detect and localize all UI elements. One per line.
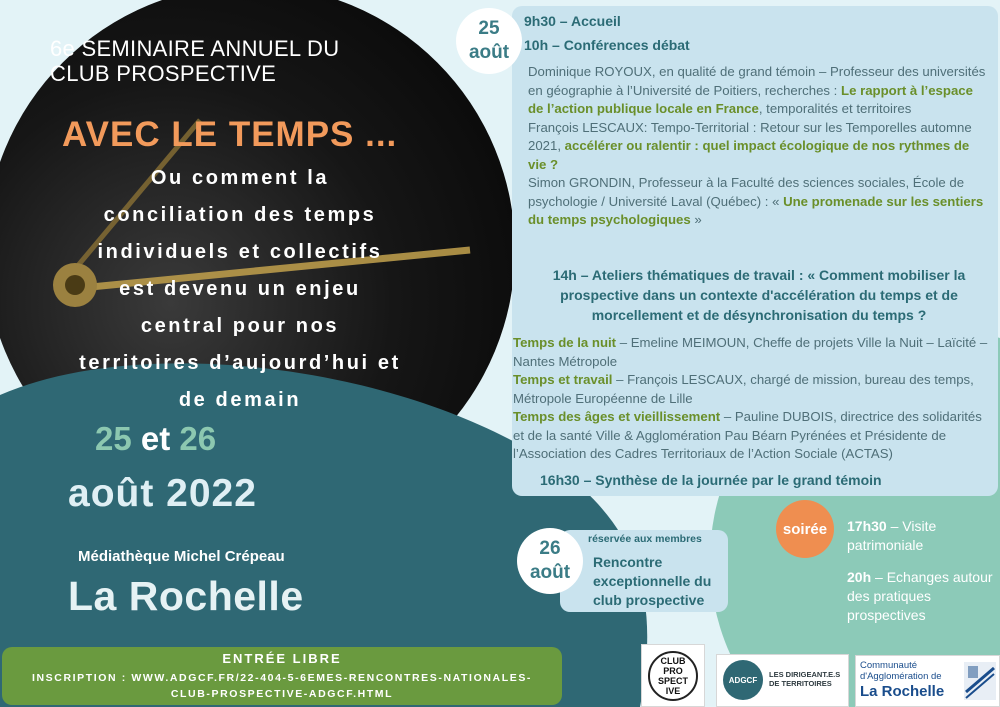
subtitle-block (30, 160, 450, 419)
page-title: AVEC LE TEMPS ... (62, 115, 398, 154)
club-prospective-logo: CLUB PRO SPECT IVE (641, 644, 705, 707)
ateliers-list (513, 334, 996, 464)
cda-line-2: d'Agglomération de (860, 671, 942, 682)
cda-line-1: Communauté (860, 660, 918, 671)
date-day-1: 25 (95, 420, 132, 457)
ateliers-title: 14h – Ateliers thématiques de travail : « Comment mobiliser la prospective dans un contexte d'accélération du temps et de morcellement et de désynchronisation du temps ? (552, 267, 966, 323)
adgcf-name: LES DIRIGEANT.E.S DE TERRITOIRES (769, 670, 841, 688)
members-only-note: réservée aux membres (588, 533, 702, 545)
venue-city: La Rochelle (68, 573, 304, 619)
soiree-item-1: 17h30 – Visite patrimoniale (847, 518, 937, 553)
date-day-2: 26 (179, 420, 217, 457)
day1-day: 25 (478, 18, 500, 39)
subtitle-line: de demain (178, 389, 302, 411)
day2-date-badge (517, 528, 583, 594)
speaker-entry: Simon GRONDIN, Professeur à la Faculté des sciences sociales, École de psychologie / Université Laval (Québec) : « Une promenade sur les sentiers du temps psychologiques » (528, 175, 984, 227)
cda-line-3: La Rochelle (860, 683, 945, 700)
atelier-entry: Temps et travail – François LESCAUX, chargé de mission, bureau des temps, Métropole Européenne de Lille (513, 372, 974, 406)
day1-month: août (468, 42, 510, 63)
cda-la-rochelle-logo (855, 655, 1000, 707)
event-month-year: août 2022 (68, 472, 257, 515)
event-series-title (50, 36, 339, 86)
adgcf-logo (716, 654, 849, 707)
registration-link[interactable]: INSCRIPTION : WWW.ADGCF.FR/22-404-5-6EMES-RENCONTRES-NATIONALES-CLUB-PROSPECTIVE-ADGCF.HTML (31, 672, 533, 700)
atelier-entry: Temps des âges et vieillissement – Pauline DUBOIS, directrice des solidarités et de la santé Ville & Agglomération Pau Béarn Pyrénées et Présidente de l’Association des Cadres Territoriaux de l’Action Sociale (ACTAS) (513, 409, 982, 461)
registration-bar (2, 647, 562, 705)
accueil-time: 9h30 – Accueil (524, 13, 621, 29)
day2-day: 26 (539, 538, 561, 559)
event-dates (95, 420, 216, 458)
date-and: et (140, 420, 171, 457)
speakers-list (528, 63, 990, 230)
speaker-entry: François LESCAUX: Tempo-Territorial : Retour sur les Temporelles automne 2021, accélérer ou ralentir : quel impact écologique de nos rythmes de vie ? (528, 119, 972, 172)
soiree-item-2: 20h – Echanges autour des pratiques prospectives (847, 569, 993, 623)
synthese-time: 16h30 – Synthèse de la journée par le grand témoin (540, 472, 882, 488)
event-line-1: 6e SEMINAIRE ANNUEL DU (50, 36, 340, 61)
subtitle-line: est devenu un enjeu (119, 278, 361, 300)
subtitle-line: territoires d’aujourd’hui et (79, 352, 401, 374)
free-entry-label: ENTRÉE LIBRE (222, 651, 342, 666)
adgcf-emblem: ADGCF (723, 660, 763, 700)
day2-month: août (529, 562, 571, 583)
conferences-time: 10h – Conférences débat (524, 37, 690, 53)
soiree-badge: soirée (776, 500, 834, 558)
atelier-entry: Temps de la nuit – Emeline MEIMOUN, Cheffe de projets Ville la Nuit – Laïcité – Nantes Métropole (513, 335, 988, 369)
event-line-2: CLUB PROSPECTIVE (50, 61, 277, 86)
day2-meeting: Rencontre exceptionnelle du club prospective (593, 554, 712, 608)
day1-date-badge (456, 8, 522, 74)
subtitle-line: conciliation des temps (103, 204, 377, 226)
speaker-entry: Dominique ROYOUX, en qualité de grand témoin – Professeur des universités en géographie à l’Université de Poitiers, recherches : Le rapport à l’espace de l’action publique locale en France, temporalités et territoires (528, 64, 986, 116)
venue-name: Médiathèque Michel Crépeau (78, 548, 285, 565)
subtitle-line: central pour nos (140, 315, 340, 337)
subtitle-line: Ou comment la (150, 167, 330, 189)
cda-emblem (964, 662, 996, 700)
subtitle-line: individuels et collectifs (97, 241, 383, 263)
